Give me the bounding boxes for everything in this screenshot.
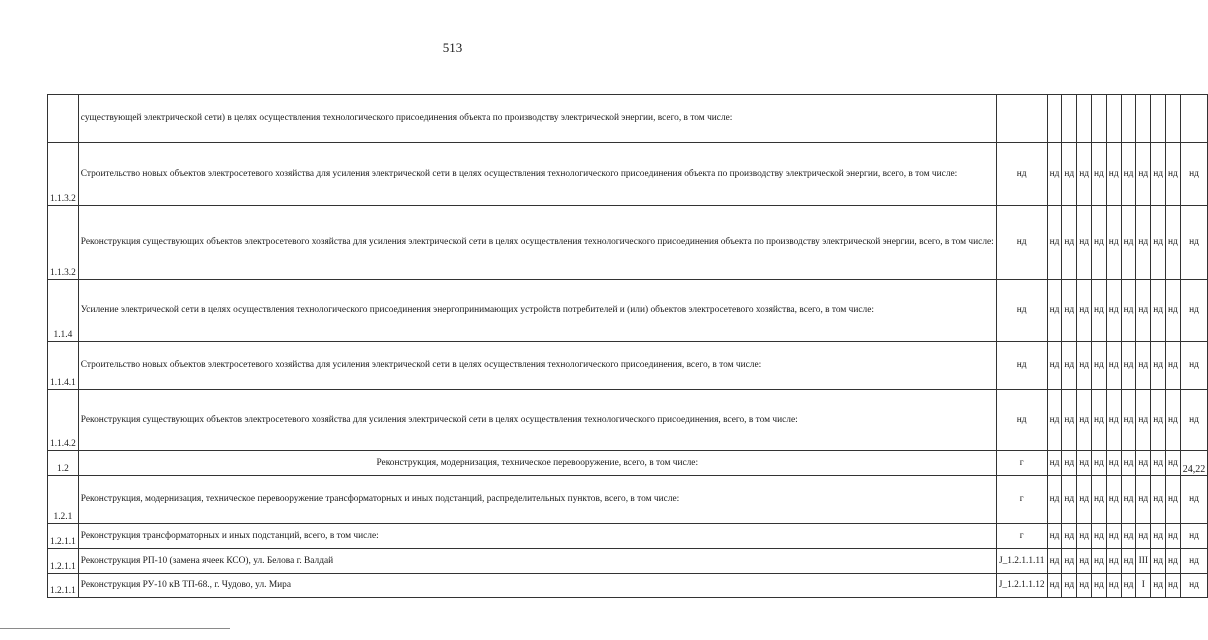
- value-cell: нд: [1106, 451, 1121, 476]
- value-cell: [1121, 95, 1136, 143]
- row-code: 1.2.1.1: [48, 549, 79, 574]
- value-cell: нд: [1077, 206, 1092, 280]
- value-cell: нд: [1165, 549, 1180, 574]
- value-cell: нд: [1151, 524, 1166, 549]
- value-cell: I: [1136, 574, 1151, 598]
- value-cell: нд: [1165, 143, 1180, 206]
- value-cell: нд: [1136, 451, 1151, 476]
- row-name: Реконструкция существующих объектов электросетевого хозяйства для усиления электрической сети в целях осуществления технологического присоединения объекта по производству электрической энергии, всего, в том числе:: [78, 206, 996, 280]
- value-cell: [1151, 95, 1166, 143]
- value-cell: нд: [1047, 143, 1062, 206]
- row-code: [48, 95, 79, 143]
- value-cell: нд: [996, 390, 1047, 451]
- value-cell: нд: [1062, 549, 1077, 574]
- value-cell: нд: [1151, 390, 1166, 451]
- table-row: [48, 342, 1208, 390]
- value-cell: J_1.2.1.1.11: [996, 549, 1047, 574]
- value-cell: нд: [1151, 280, 1166, 342]
- value-cell: нд: [1062, 451, 1077, 476]
- value-cell: нд: [1062, 390, 1077, 451]
- value-cell: нд: [1062, 206, 1077, 280]
- value-cell: нд: [1062, 476, 1077, 524]
- value-cell: нд: [1165, 342, 1180, 390]
- value-cell: нд: [1106, 549, 1121, 574]
- value-cell: нд: [1180, 206, 1208, 280]
- value-cell: нд: [1106, 524, 1121, 549]
- value-cell: нд: [1077, 549, 1092, 574]
- row-name: Строительство новых объектов электросетевого хозяйства для усиления электрической сети в целях осуществления технологического присоединения, всего, в том числе:: [78, 342, 996, 390]
- value-cell: [996, 95, 1047, 143]
- value-cell: нд: [1165, 280, 1180, 342]
- row-name: Строительство новых объектов электросетевого хозяйства для усиления электрической сети в целях осуществления технологического присоединения объекта по производству электрической энергии, всего, в том числе:: [78, 143, 996, 206]
- value-cell: нд: [1121, 342, 1136, 390]
- value-cell: нд: [1106, 280, 1121, 342]
- value-cell: нд: [1165, 451, 1180, 476]
- value-cell: нд: [1121, 451, 1136, 476]
- value-cell: нд: [1062, 280, 1077, 342]
- value-cell: нд: [1092, 476, 1107, 524]
- value-cell: нд: [1106, 390, 1121, 451]
- value-cell: [1136, 95, 1151, 143]
- value-cell: нд: [1151, 574, 1166, 598]
- value-cell: нд: [1077, 280, 1092, 342]
- value-cell: нд: [1092, 574, 1107, 598]
- table-row: [48, 574, 1208, 598]
- scan-edge-line: [0, 628, 230, 629]
- value-cell: нд: [1151, 549, 1166, 574]
- value-cell: нд: [1136, 390, 1151, 451]
- value-cell: нд: [1151, 476, 1166, 524]
- value-cell: нд: [1121, 476, 1136, 524]
- value-cell: нд: [1092, 524, 1107, 549]
- value-cell: нд: [1121, 524, 1136, 549]
- value-cell: нд: [1136, 342, 1151, 390]
- value-cell: нд: [1077, 574, 1092, 598]
- value-cell: нд: [1077, 342, 1092, 390]
- value-cell: нд: [1047, 390, 1062, 451]
- value-cell: нд: [1121, 280, 1136, 342]
- row-code: 1.1.3.2: [48, 143, 79, 206]
- value-cell: нд: [1151, 206, 1166, 280]
- value-cell: нд: [1136, 143, 1151, 206]
- value-cell: г: [996, 476, 1047, 524]
- value-cell: нд: [1047, 280, 1062, 342]
- value-cell: нд: [1136, 280, 1151, 342]
- value-cell: нд: [1092, 549, 1107, 574]
- value-cell: нд: [1106, 476, 1121, 524]
- row-name: Реконструкция РП-10 (замена ячеек КСО), ул. Белова г. Валдай: [78, 549, 996, 574]
- value-cell: нд: [1121, 574, 1136, 598]
- value-cell: нд: [1106, 206, 1121, 280]
- value-cell: нд: [1077, 451, 1092, 476]
- table-row: [48, 206, 1208, 280]
- value-cell: нд: [1136, 524, 1151, 549]
- row-code: 1.1.4.1: [48, 342, 79, 390]
- value-cell: J_1.2.1.1.12: [996, 574, 1047, 598]
- value-cell: нд: [1136, 206, 1151, 280]
- row-code: 1.2.1: [48, 476, 79, 524]
- row-code: 1.2.1.1: [48, 574, 79, 598]
- value-cell: нд: [1077, 476, 1092, 524]
- value-cell: нд: [1121, 390, 1136, 451]
- value-cell: [1077, 95, 1092, 143]
- value-cell: 24,22: [1180, 451, 1208, 476]
- value-cell: нд: [1077, 390, 1092, 451]
- value-cell: нд: [1180, 143, 1208, 206]
- value-cell: нд: [1121, 549, 1136, 574]
- value-cell: нд: [1077, 143, 1092, 206]
- value-cell: нд: [1092, 143, 1107, 206]
- value-cell: [1092, 95, 1107, 143]
- value-cell: нд: [1092, 451, 1107, 476]
- value-cell: [1047, 95, 1062, 143]
- value-cell: нд: [1106, 574, 1121, 598]
- value-cell: нд: [1151, 342, 1166, 390]
- row-code: 1.1.4.2: [48, 390, 79, 451]
- value-cell: г: [996, 524, 1047, 549]
- value-cell: нд: [1180, 524, 1208, 549]
- row-name: Реконструкция существующих объектов электросетевого хозяйства для усиления электрической сети в целях осуществления технологического присоединения, всего, в том числе:: [78, 390, 996, 451]
- value-cell: г: [996, 451, 1047, 476]
- value-cell: нд: [1062, 524, 1077, 549]
- value-cell: нд: [1165, 390, 1180, 451]
- value-cell: нд: [1165, 524, 1180, 549]
- value-cell: нд: [1151, 451, 1166, 476]
- row-name: Реконструкция трансформаторных и иных подстанций, всего, в том числе:: [78, 524, 996, 549]
- value-cell: нд: [996, 280, 1047, 342]
- value-cell: нд: [1180, 476, 1208, 524]
- value-cell: нд: [1077, 524, 1092, 549]
- value-cell: нд: [1047, 342, 1062, 390]
- value-cell: нд: [1062, 574, 1077, 598]
- value-cell: нд: [1151, 143, 1166, 206]
- value-cell: нд: [1121, 143, 1136, 206]
- value-cell: нд: [1165, 574, 1180, 598]
- value-cell: [1062, 95, 1077, 143]
- value-cell: нд: [1106, 143, 1121, 206]
- investment-program-table: [47, 94, 1208, 598]
- table-row: [48, 143, 1208, 206]
- table-row: [48, 95, 1208, 143]
- row-code: 1.1.3.2: [48, 206, 79, 280]
- table-row: [48, 390, 1208, 451]
- row-name: Реконструкция, модернизация, техническое перевооружение трансформаторных и иных подстанций, распределительных пунктов, всего, в том числе:: [78, 476, 996, 524]
- value-cell: нд: [1106, 342, 1121, 390]
- value-cell: нд: [1047, 476, 1062, 524]
- row-code: 1.1.4: [48, 280, 79, 342]
- value-cell: нд: [1092, 342, 1107, 390]
- value-cell: нд: [1047, 524, 1062, 549]
- value-cell: нд: [1092, 390, 1107, 451]
- value-cell: нд: [1180, 574, 1208, 598]
- value-cell: III: [1136, 549, 1151, 574]
- value-cell: [1180, 95, 1208, 143]
- value-cell: [1165, 95, 1180, 143]
- value-cell: нд: [1047, 451, 1062, 476]
- value-cell: нд: [1121, 206, 1136, 280]
- value-cell: нд: [1092, 280, 1107, 342]
- value-cell: нд: [996, 143, 1047, 206]
- table-row: [48, 451, 1208, 476]
- value-cell: нд: [996, 206, 1047, 280]
- value-cell: нд: [1047, 574, 1062, 598]
- value-cell: нд: [1180, 390, 1208, 451]
- value-cell: нд: [1165, 476, 1180, 524]
- value-cell: нд: [1180, 342, 1208, 390]
- value-cell: нд: [1165, 206, 1180, 280]
- value-cell: нд: [1136, 476, 1151, 524]
- value-cell: нд: [1062, 143, 1077, 206]
- value-cell: нд: [996, 342, 1047, 390]
- value-cell: нд: [1092, 206, 1107, 280]
- value-cell: нд: [1062, 342, 1077, 390]
- value-cell: нд: [1047, 206, 1062, 280]
- table-row: [48, 549, 1208, 574]
- table-row: [48, 280, 1208, 342]
- value-cell: нд: [1180, 549, 1208, 574]
- row-name: Реконструкция РУ-10 кВ ТП-68., г. Чудово, ул. Мира: [78, 574, 996, 598]
- row-name: Реконструкция, модернизация, техническое перевооружение, всего, в том числе:: [78, 451, 996, 476]
- row-name: Усиление электрической сети в целях осуществления технологического присоединения энергопринимающих устройств потребителей и (или) объектов электросетевого хозяйства, всего, в том числе:: [78, 280, 996, 342]
- row-code: 1.2.1.1: [48, 524, 79, 549]
- value-cell: нд: [1047, 549, 1062, 574]
- value-cell: [1106, 95, 1121, 143]
- value-cell: нд: [1180, 280, 1208, 342]
- row-name: существующей электрической сети) в целях осуществления технологического присоединения объекта по производству электрической энергии, всего, в том числе:: [78, 95, 996, 143]
- row-code: 1.2: [48, 451, 79, 476]
- page-number: 513: [442, 40, 463, 55]
- table-row: [48, 476, 1208, 524]
- table-row: [48, 524, 1208, 549]
